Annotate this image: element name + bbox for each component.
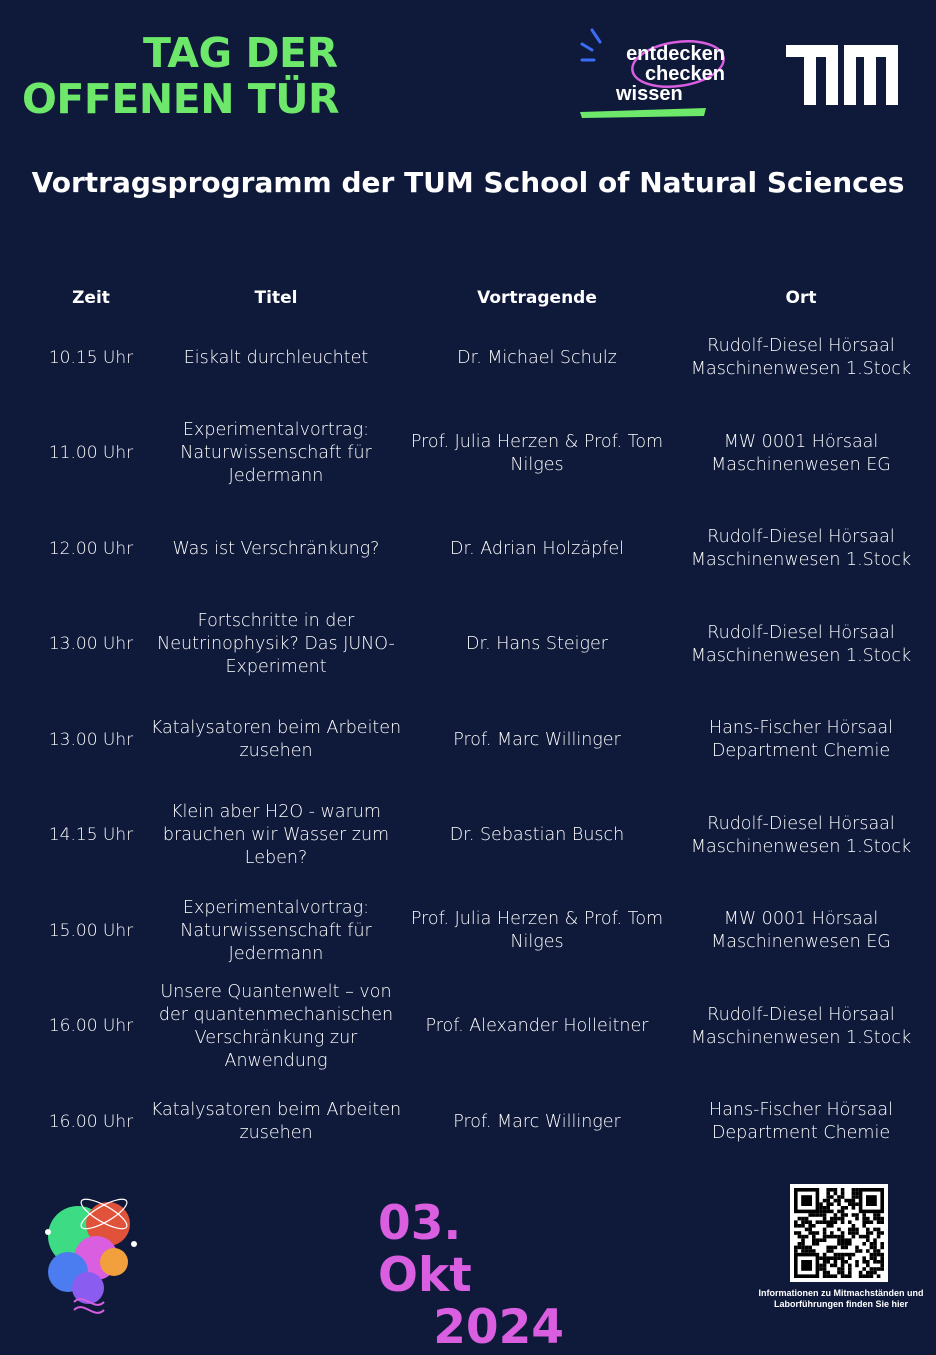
event-date-year: 2024 xyxy=(433,1300,564,1355)
time-cell: 13.00 Uhr xyxy=(48,729,134,750)
event-title xyxy=(22,30,339,122)
col-header-time: Zeit xyxy=(72,288,110,308)
title-cell: Experimentalvortrag: Naturwissenschaft für Jedermann xyxy=(180,420,372,486)
slogan-word-2: checken xyxy=(644,63,725,85)
speakers-cell: Prof. Marc Willinger xyxy=(453,729,621,750)
schedule-row xyxy=(0,692,936,788)
slogan-word-3: wissen xyxy=(616,83,683,105)
title-cell: Katalysatoren beim Arbeiten zusehen xyxy=(150,1100,402,1143)
qr-caption: Informationen zu Mitmachständen und Laborführungen finden Sie hier xyxy=(758,1288,924,1309)
slogan-logo xyxy=(578,28,728,120)
time-cell: 11.00 Uhr xyxy=(48,443,134,463)
event-date-day: 03. Okt xyxy=(378,1196,472,1303)
speakers-cell: Prof. Julia Herzen & Prof. Tom Nilges xyxy=(410,909,664,952)
event-title-line1: TAG DER xyxy=(143,29,338,77)
title-cell: Unsere Quantenwelt – von der quantenmechanischen Verschränkung zur Anwendung xyxy=(158,981,394,1071)
location-cell: MW 0001 Hörsaal Maschinenwesen EG xyxy=(711,909,891,952)
title-cell: Katalysatoren beim Arbeiten zusehen xyxy=(150,718,402,761)
speakers-cell: Prof. Alexander Holleitner xyxy=(425,1016,649,1036)
time-cell: 16.00 Uhr xyxy=(48,1111,134,1132)
science-collage-icon xyxy=(34,1184,146,1316)
schedule-row xyxy=(0,979,936,1075)
title-cell: Experimentalvortrag: Naturwissenschaft für Jedermann xyxy=(180,897,372,964)
qr-code[interactable] xyxy=(790,1184,888,1282)
speakers-cell: Dr. Michael Schulz xyxy=(457,347,617,368)
time-cell: 16.00 Uhr xyxy=(48,1016,134,1036)
location-cell: Hans-Fischer Hörsaal Department Chemie xyxy=(709,718,893,761)
slogan-words xyxy=(600,44,725,104)
col-header-location: Ort xyxy=(785,288,817,308)
time-cell: 10.15 Uhr xyxy=(48,347,134,368)
location-cell: Rudolf-Diesel Hörsaal Maschinenwesen 1.Stock xyxy=(690,813,912,857)
qr-code-icon xyxy=(790,1184,888,1282)
title-cell: Fortschritte in der Neutrinophysik? Das JUNO-Experiment xyxy=(157,611,395,677)
time-cell: 12.00 Uhr xyxy=(48,538,134,559)
title-cell: Klein aber H2O - warum brauchen wir Wasser zum Leben? xyxy=(162,802,390,868)
schedule-row xyxy=(0,310,936,406)
location-cell: Hans-Fischer Hörsaal Department Chemie xyxy=(709,1100,893,1143)
speakers-cell: Dr. Hans Steiger xyxy=(466,634,608,654)
speakers-cell: Dr. Adrian Holzäpfel xyxy=(450,538,624,559)
location-cell: Rudolf-Diesel Hörsaal Maschinenwesen 1.Stock xyxy=(690,336,912,379)
title-cell: Was ist Verschränkung? xyxy=(172,538,380,559)
location-cell: Rudolf-Diesel Hörsaal Maschinenwesen 1.Stock xyxy=(690,1004,912,1048)
event-date xyxy=(378,1198,564,1354)
time-cell: 13.00 Uhr xyxy=(48,634,134,654)
location-cell: Rudolf-Diesel Hörsaal Maschinenwesen 1.Stock xyxy=(690,622,912,666)
location-cell: Rudolf-Diesel Hörsaal Maschinenwesen 1.Stock xyxy=(690,527,912,570)
speakers-cell: Dr. Sebastian Busch xyxy=(449,825,625,845)
event-title-line2: OFFENEN TÜR xyxy=(22,75,340,123)
schedule-row xyxy=(0,597,936,693)
speakers-cell: Prof. Julia Herzen & Prof. Tom Nilges xyxy=(410,431,664,475)
program-heading: Vortragsprogramm der TUM School of Natural Sciences xyxy=(31,166,905,199)
schedule-row xyxy=(0,501,936,597)
tum-logo-icon xyxy=(786,45,898,105)
time-cell: 15.00 Uhr xyxy=(48,920,134,941)
slogan-word-1: entdecken xyxy=(626,43,725,65)
schedule-row xyxy=(0,788,936,884)
location-cell: MW 0001 Hörsaal Maschinenwesen EG xyxy=(711,431,891,475)
speakers-cell: Prof. Marc Willinger xyxy=(453,1111,621,1132)
time-cell: 14.15 Uhr xyxy=(48,825,134,845)
schedule-row xyxy=(0,1074,936,1170)
col-header-title: Titel xyxy=(254,288,298,308)
title-cell: Eiskalt durchleuchtet xyxy=(183,347,369,368)
schedule-row xyxy=(0,406,936,502)
schedule-row xyxy=(0,883,936,979)
col-header-speakers: Vortragende xyxy=(477,288,597,308)
